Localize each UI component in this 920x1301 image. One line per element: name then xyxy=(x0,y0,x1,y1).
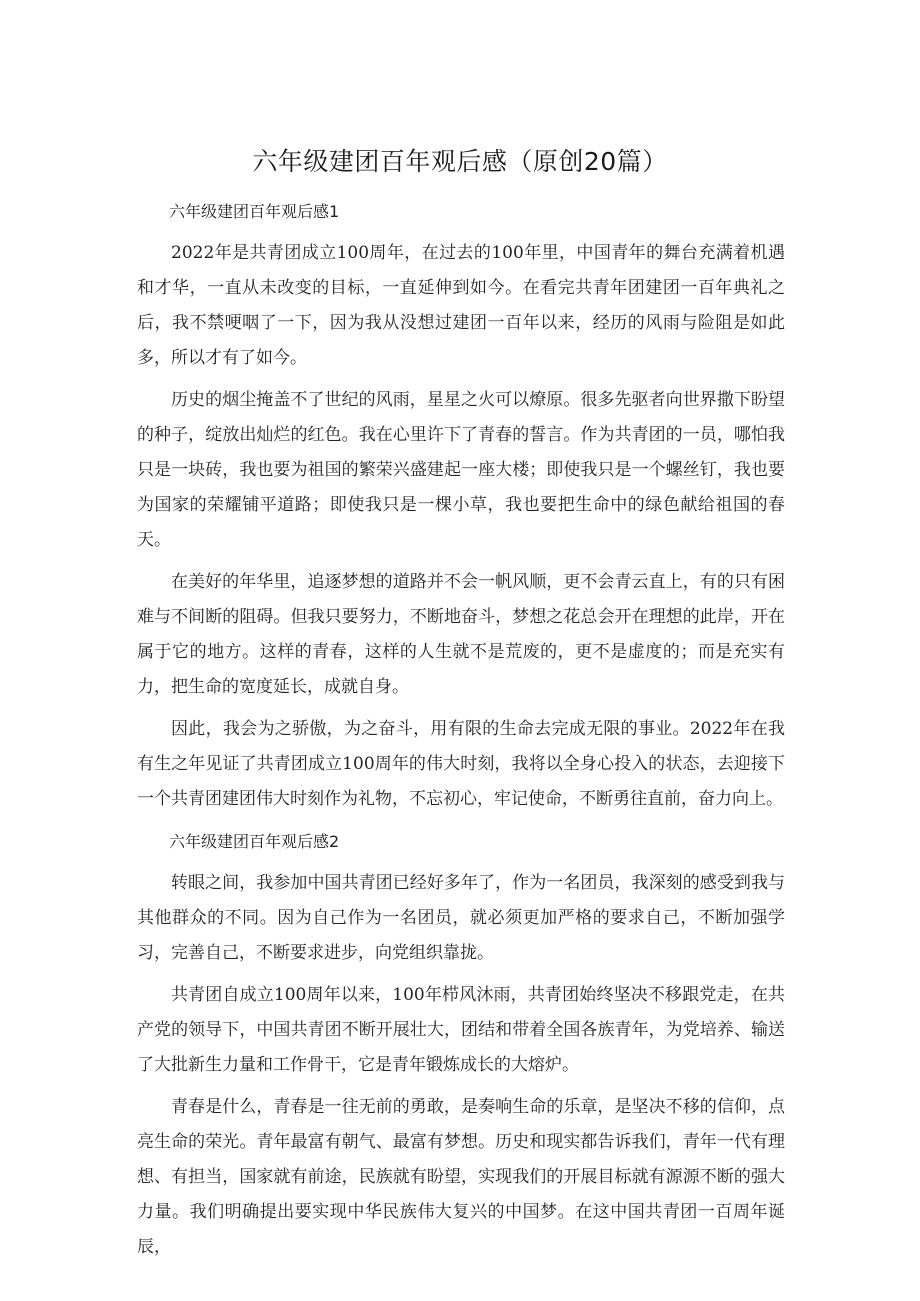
paragraph: 共青团自成立100周年以来，100年栉风沐雨，共青团始终坚决不移跟党走，在共产党的领导下，中国共青团不断开展壮大，团结和带着全国各族青年，为党培养、输送了大批新生力量和工作骨干，它是青年锻炼成长的大熔炉。 xyxy=(137,985,785,1075)
section-heading: 六年级建团百年观后感1 xyxy=(169,202,340,221)
paragraph: 在美好的年华里，追逐梦想的道路并不会一帆风顺，更不会青云直上，有的只有困难与不间断的阻碍。但我只要努力，不断地奋斗，梦想之花总会开在理想的此岸，开在属于它的地方。这样的青春，这样的人生就不是荒废的，更不是虚度的；而是充实有力，把生命的宽度延长，成就自身。 xyxy=(137,572,785,697)
document-title: 六年级建团百年观后感（原创20篇） xyxy=(252,147,668,176)
paragraph: 转眼之间，我参加中国共青团已经好多年了，作为一名团员，我深刻的感受到我与其他群众的不同。因为自己作为一名团员，就必须更加严格的要求自己，不断加强学习，完善自己，不断要求进步，向党组织靠拢。 xyxy=(137,873,785,963)
paragraph: 历史的烟尘掩盖不了世纪的风雨，星星之火可以燎原。很多先驱者向世界撒下盼望的种子，绽放出灿烂的红色。我在心里许下了青春的誓言。作为共青团的一员，哪怕我只是一块砖，我也要为祖国的繁荣兴盛建起一座大楼；即使我只是一个螺丝钉，我也要为国家的荣耀铺平道路；即使我只是一棵小草，我也要把生命中的绿色献给祖国的春天。 xyxy=(137,390,785,550)
paragraph: 2022年是共青团成立100周年，在过去的100年里，中国青年的舞台充满着机遇和才华，一直从未改变的目标，一直延伸到如今。在看完共青年团建团一百年典礼之后，我不禁哽咽了一下，因为我从没想过建团一百年以来，经历的风雨与险阻是如此多，所以才有了如今。 xyxy=(137,243,785,368)
document-body xyxy=(137,194,785,1272)
paragraph: 因此，我会为之骄傲，为之奋斗，用有限的生命去完成无限的事业。2022年在我有生之年见证了共青团成立100周年的伟大时刻，我将以全身心投入的状态，去迎接下一个共青团建团伟大时刻作为礼物，不忘初心，牢记使命，不断勇往直前，奋力向上。 xyxy=(137,719,785,809)
section-heading: 六年级建团百年观后感2 xyxy=(169,832,340,851)
paragraph: 青春是什么，青春是一往无前的勇敢，是奏响生命的乐章，是坚决不移的信仰，点亮生命的荣光。青年最富有朝气、最富有梦想。历史和现实都告诉我们，青年一代有理想、有担当，国家就有前途，民族就有盼望，实现我们的开展目标就有源源不断的强大力量。我们明确提出要实现中华民族伟大复兴的中国梦。在这中国共青团一百周年诞辰， xyxy=(137,1097,785,1257)
